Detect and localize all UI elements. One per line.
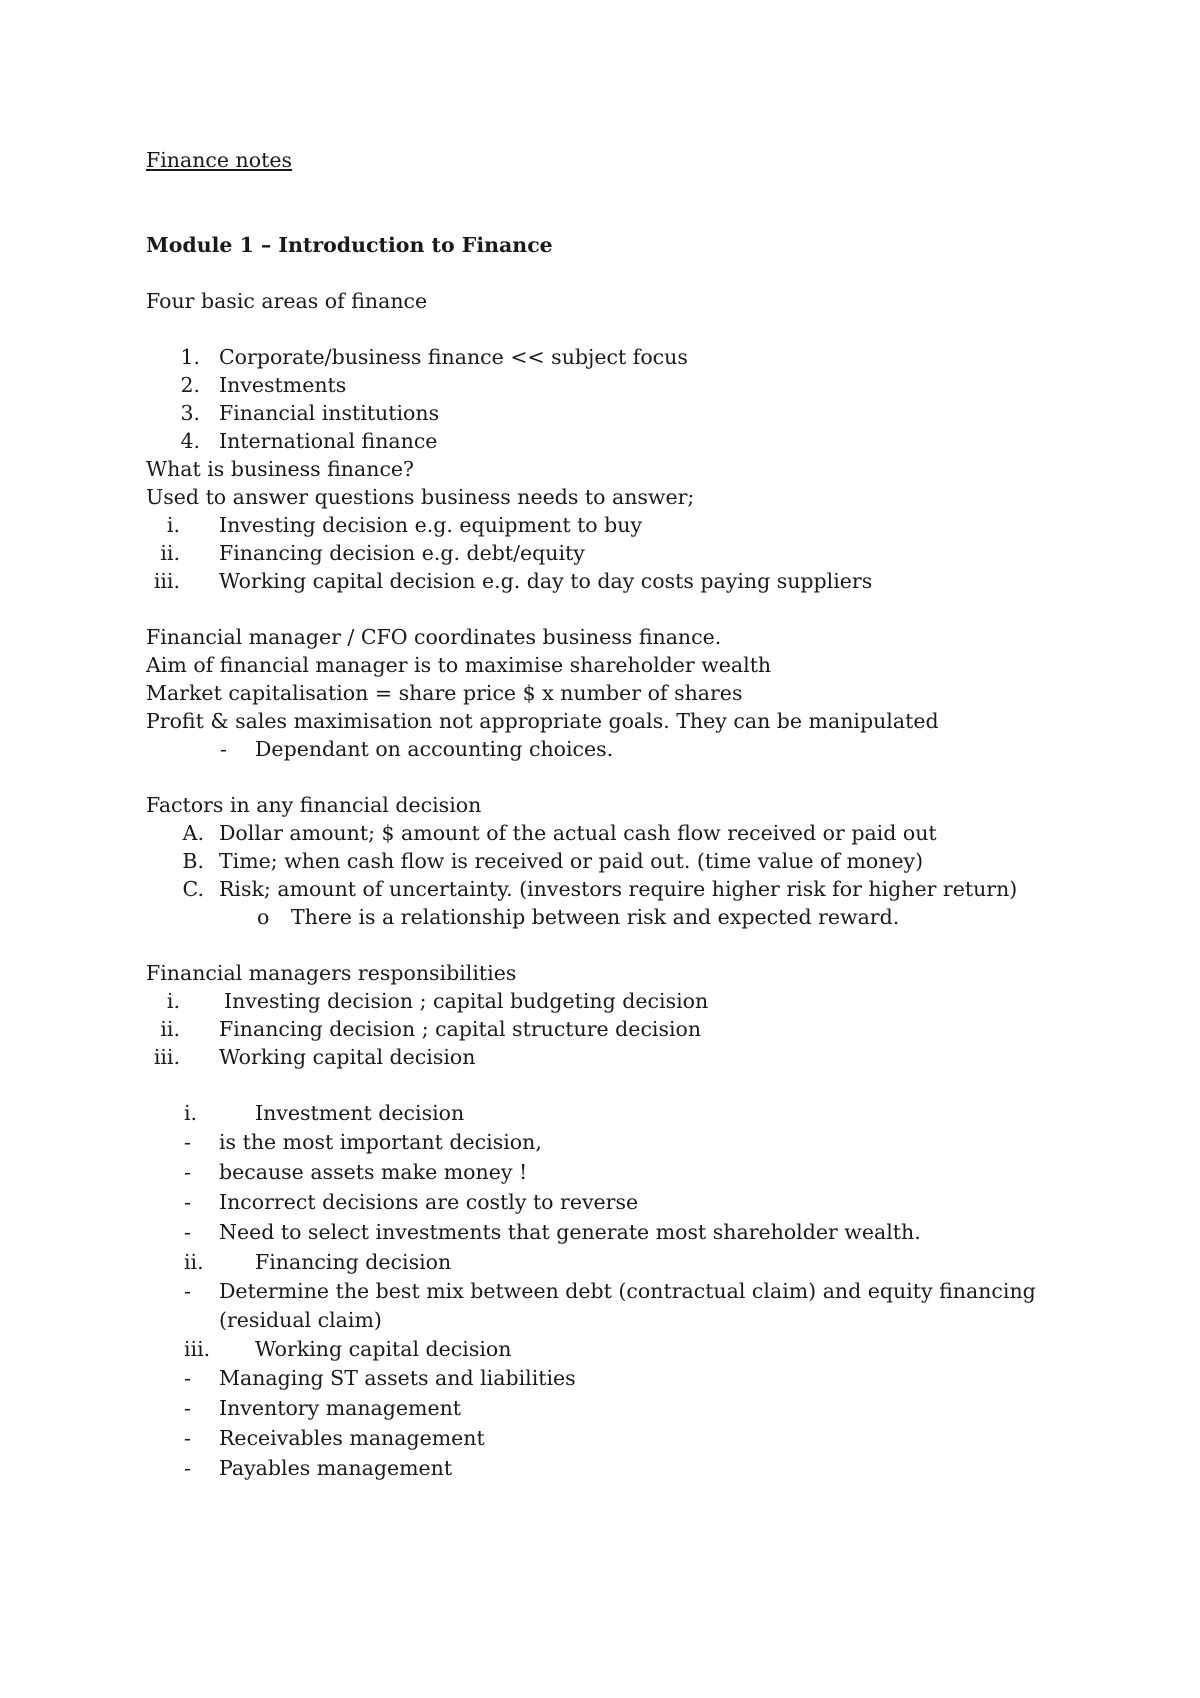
bullet-point: because assets make money !	[219, 1160, 528, 1184]
dash-marker: -	[184, 1456, 191, 1480]
list-item: Financing decision e.g. debt/equity	[219, 541, 585, 565]
list-marker: 3.	[180, 401, 200, 425]
list-item: Financing decision ; capital structure decision	[219, 1017, 702, 1041]
list-marker: B.	[182, 849, 204, 873]
responsibilities-intro: Financial managers responsibilities	[146, 961, 517, 985]
list-marker: ii.	[160, 541, 180, 565]
section-heading: Working capital decision	[255, 1337, 512, 1361]
list-marker: ii.	[160, 1017, 180, 1041]
section-marker: iii.	[184, 1337, 211, 1361]
section-marker: ii.	[184, 1250, 204, 1274]
bullet-point: Incorrect decisions are costly to reverse	[219, 1190, 639, 1214]
list-item: Investments	[219, 373, 347, 397]
dash-marker: -	[184, 1279, 191, 1303]
circle-bullet: o	[257, 905, 270, 929]
list-marker: iii.	[153, 1045, 180, 1069]
paragraph-line: Financial manager / CFO coordinates business finance.	[146, 625, 722, 649]
dash-marker: -	[184, 1160, 191, 1184]
list-marker: C.	[182, 877, 204, 901]
section-heading: Investment decision	[255, 1101, 465, 1125]
list-marker: 4.	[180, 429, 200, 453]
section-heading: Financing decision	[255, 1250, 452, 1274]
list-item: Investing decision ; capital budgeting decision	[224, 989, 709, 1013]
list-item: Working capital decision e.g. day to day costs paying suppliers	[219, 569, 873, 593]
dash-marker: -	[220, 737, 227, 761]
list-item: Investing decision e.g. equipment to buy	[219, 513, 643, 537]
bullet-point: Payables management	[219, 1456, 453, 1480]
list-marker: A.	[182, 821, 204, 845]
bullet-point: Inventory management	[219, 1396, 462, 1420]
dash-marker: -	[184, 1130, 191, 1154]
dash-marker: -	[184, 1366, 191, 1390]
paragraph-line: Market capitalisation = share price $ x number of shares	[146, 681, 743, 705]
paragraph-line: Profit & sales maximisation not appropriate goals. They can be manipulated	[146, 709, 939, 733]
bullet-point-continued: (residual claim)	[219, 1308, 382, 1332]
bullet-point: Need to select investments that generate most shareholder wealth.	[219, 1220, 921, 1244]
business-finance-question: What is business finance?	[146, 457, 415, 481]
sub-point: Dependant on accounting choices.	[255, 737, 614, 761]
list-item: Financial institutions	[219, 401, 440, 425]
bullet-point: is the most important decision,	[219, 1130, 542, 1154]
list-item: Corporate/business finance << subject focus	[219, 345, 688, 369]
list-marker: i.	[166, 513, 180, 537]
list-item: Risk; amount of uncertainty. (investors require higher risk for higher return)	[219, 877, 1018, 901]
document-title: Finance notes	[146, 148, 292, 172]
sub-point: There is a relationship between risk and expected reward.	[291, 905, 900, 929]
bullet-point: Managing ST assets and liabilities	[219, 1366, 576, 1390]
list-marker: i.	[166, 989, 180, 1013]
list-marker: iii.	[153, 569, 180, 593]
dash-marker: -	[184, 1426, 191, 1450]
areas-intro: Four basic areas of finance	[146, 289, 428, 313]
list-item: Time; when cash flow is received or paid out. (time value of money)	[219, 849, 924, 873]
list-item: International finance	[219, 429, 438, 453]
module-heading: Module 1 – Introduction to Finance	[146, 233, 553, 257]
dash-marker: -	[184, 1190, 191, 1214]
bullet-point: Receivables management	[219, 1426, 485, 1450]
bullet-point: Determine the best mix between debt (contractual claim) and equity financing	[219, 1279, 1036, 1303]
dash-marker: -	[184, 1396, 191, 1420]
list-item: Working capital decision	[219, 1045, 476, 1069]
list-item: Dollar amount; $ amount of the actual cash flow received or paid out	[219, 821, 937, 845]
list-marker: 2.	[180, 373, 200, 397]
dash-marker: -	[184, 1220, 191, 1244]
section-marker: i.	[184, 1101, 198, 1125]
business-finance-lead: Used to answer questions business needs to answer;	[146, 485, 695, 509]
factors-intro: Factors in any financial decision	[146, 793, 482, 817]
list-marker: 1.	[180, 345, 200, 369]
paragraph-line: Aim of financial manager is to maximise shareholder wealth	[146, 653, 772, 677]
